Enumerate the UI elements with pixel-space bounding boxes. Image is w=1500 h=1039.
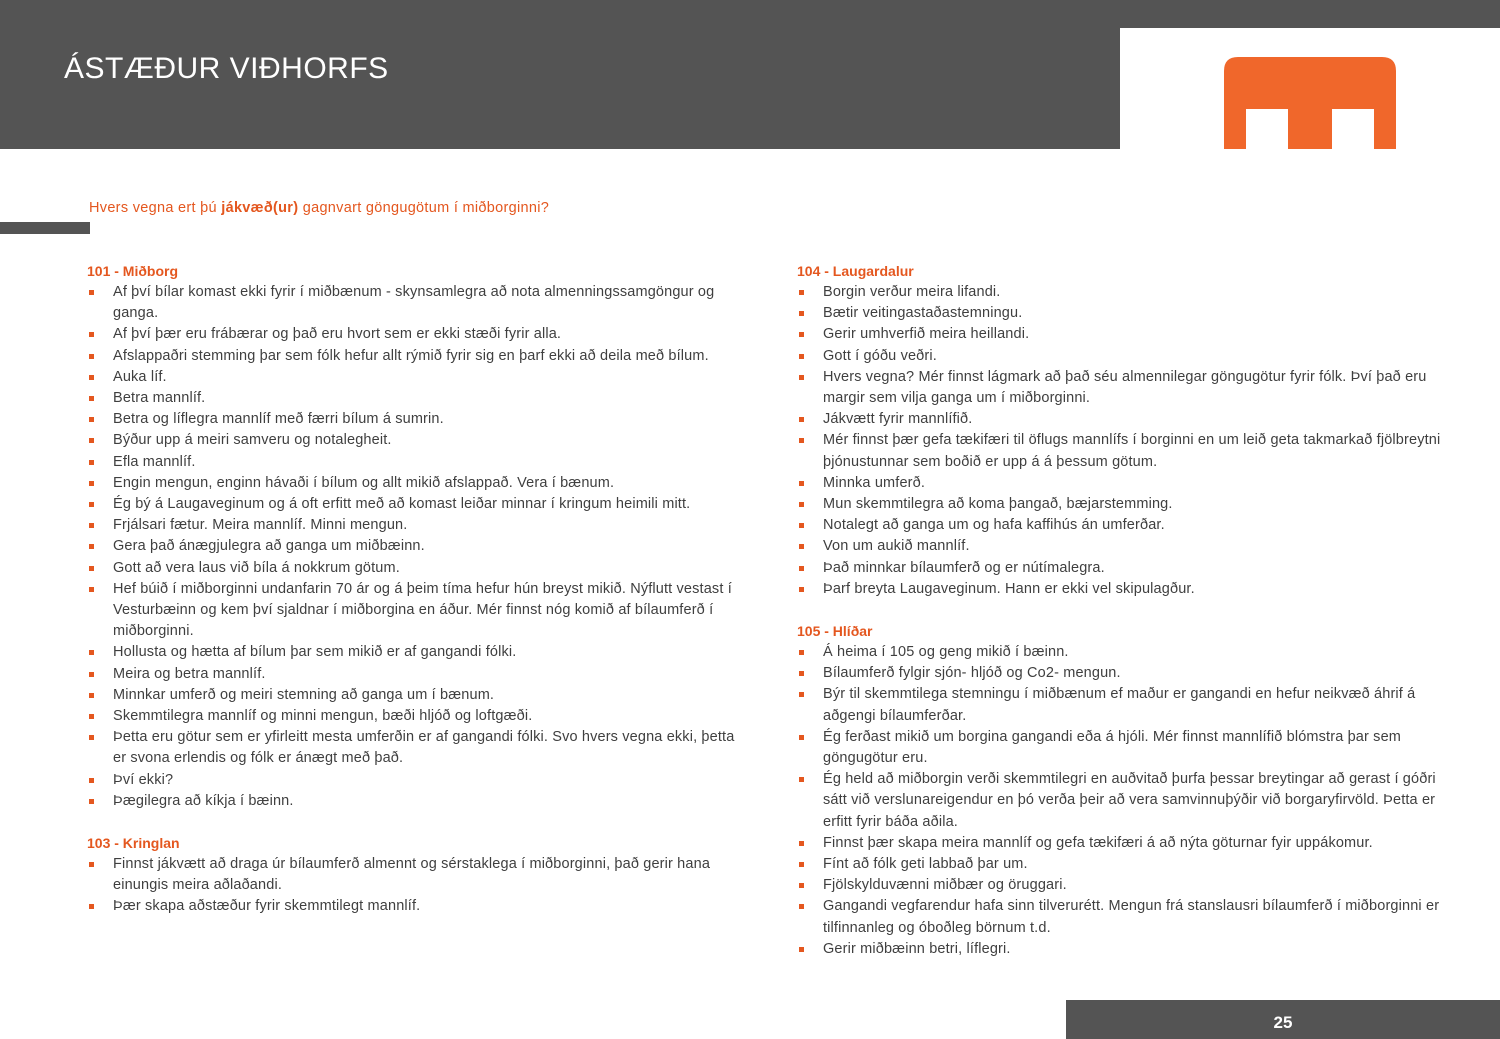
- list-item: [797, 833, 1462, 854]
- square-bullet-icon: [799, 841, 804, 846]
- section-title: 103 - Kringlan: [87, 835, 180, 852]
- list-item: [797, 896, 1462, 938]
- square-bullet-icon: [89, 566, 94, 571]
- page-number-box: [1066, 1000, 1500, 1039]
- list-item: [87, 367, 747, 388]
- header-top-band: [0, 0, 1500, 28]
- list-item: [87, 558, 747, 579]
- list-item: [87, 896, 747, 917]
- square-bullet-icon: [89, 714, 94, 719]
- list-item-text: Á heima í 105 og geng mikið í bæinn.: [823, 644, 1069, 661]
- page-title: ÁSTÆÐUR VIÐHORFS: [64, 52, 389, 85]
- list-item-text: Bílaumferð fylgir sjón- hljóð og Co2- mengun.: [823, 665, 1121, 682]
- list-item-text: Þægilegra að kíkja í bæinn.: [113, 792, 294, 809]
- list-item-text: Efla mannlíf.: [113, 453, 196, 470]
- square-bullet-icon: [799, 862, 804, 867]
- list-item: [797, 854, 1462, 875]
- list-item: [797, 642, 1462, 663]
- list-item: [797, 875, 1462, 896]
- square-bullet-icon: [799, 947, 804, 952]
- square-bullet-icon: [89, 481, 94, 486]
- square-bullet-icon: [799, 523, 804, 528]
- list-item-text: Býr til skemmtilega stemningu í miðbænum ef maður er gangandi en hefur neikvæð áhrif á aðgengi bílaumferðar.: [823, 686, 1416, 724]
- list-item: [797, 303, 1462, 324]
- answer-list: [87, 282, 747, 812]
- list-item: [87, 706, 747, 727]
- square-bullet-icon: [799, 354, 804, 359]
- list-item-text: Frjálsari fætur. Meira mannlíf. Minni mengun.: [113, 517, 408, 534]
- list-item: [797, 579, 1462, 600]
- list-item: [87, 346, 747, 367]
- list-item-text: Því ekki?: [113, 771, 174, 788]
- answer-list: [797, 282, 1462, 600]
- list-item-text: Finnst þær skapa meira mannlíf og gefa tækifæri á að nýta göturnar fyir uppákomur.: [823, 834, 1373, 851]
- list-item-text: Gott að vera laus við bíla á nokkrum götum.: [113, 559, 400, 576]
- list-item: [87, 727, 747, 769]
- question-text-start: Hvers vegna ert þú: [89, 200, 222, 216]
- list-item: [797, 346, 1462, 367]
- list-item: [797, 684, 1462, 726]
- list-item-text: Hef búið í miðborginni undanfarin 70 ár og á þeim tíma hefur hún breyst mikið. Nýflutt vestast í Vesturbæinn og kem því sjaldnar í miðborgina en áður. Mér finnst nóg komið af bílaumferð í miðborginni.: [113, 580, 732, 640]
- square-bullet-icon: [799, 692, 804, 697]
- list-item: [797, 494, 1462, 515]
- list-item-text: Hollusta og hætta af bílum þar sem mikið er af gangandi fólki.: [113, 644, 517, 661]
- square-bullet-icon: [799, 481, 804, 486]
- square-bullet-icon: [89, 735, 94, 740]
- list-item: [87, 770, 747, 791]
- list-item: [87, 324, 747, 345]
- square-bullet-icon: [799, 650, 804, 655]
- list-item: [797, 430, 1462, 472]
- square-bullet-icon: [89, 438, 94, 443]
- square-bullet-icon: [799, 502, 804, 507]
- list-item-text: Það minnkar bílaumferð og er nútímalegra.: [823, 559, 1105, 576]
- square-bullet-icon: [89, 417, 94, 422]
- list-item-text: Gott í góðu veðri.: [823, 347, 937, 364]
- square-bullet-icon: [89, 354, 94, 359]
- square-bullet-icon: [89, 799, 94, 804]
- list-item: [87, 388, 747, 409]
- square-bullet-icon: [89, 778, 94, 783]
- answer-list: [797, 642, 1462, 960]
- square-bullet-icon: [799, 438, 804, 443]
- section-divider: [0, 222, 90, 234]
- list-item: [797, 558, 1462, 579]
- list-item-text: Afslappaðri stemming þar sem fólk hefur allt rýmið fyrir sig en þarf ekki að deila með bílum.: [113, 347, 709, 364]
- square-bullet-icon: [89, 587, 94, 592]
- section-title: 104 - Laugardalur: [797, 263, 914, 279]
- square-bullet-icon: [89, 396, 94, 401]
- square-bullet-icon: [799, 332, 804, 337]
- square-bullet-icon: [89, 460, 94, 465]
- list-item-text: Gangandi vegfarendur hafa sinn tilverurétt. Mengun frá stanslausri bílaumferð í miðborginni er tilfinnanleg og óboðleg börnum t.d.: [823, 898, 1440, 936]
- list-item-text: Minnka umferð.: [823, 474, 926, 491]
- list-item-text: Engin mengun, enginn hávaði í bílum og allt mikið afslappað. Vera í bænum.: [113, 474, 615, 491]
- answer-section: [87, 833, 747, 918]
- list-item-text: Finnst jákvætt að draga úr bílaumferð almennt og sérstaklega í miðborginni, það gerir hana einungis meira aðlaðandi.: [113, 856, 711, 894]
- section-title: 101 - Miðborg: [87, 263, 179, 279]
- list-item: [797, 769, 1462, 833]
- square-bullet-icon: [799, 587, 804, 592]
- list-item: [797, 536, 1462, 557]
- list-item-text: Ég bý á Laugaveginum og á oft erfitt með að komast leiðar minnar í kringum heimili mitt.: [113, 496, 691, 513]
- square-bullet-icon: [799, 566, 804, 571]
- square-bullet-icon: [799, 777, 804, 782]
- list-item-text: Von um aukið mannlíf.: [823, 538, 970, 555]
- square-bullet-icon: [799, 544, 804, 549]
- list-item: [87, 791, 747, 812]
- answer-section: [797, 261, 1462, 600]
- list-item-text: Þetta eru götur sem er yfirleitt mesta umferðin er af gangandi fólki. Svo hvers vegna ekki, þetta er svona erlendis og fólk er ánægt með það.: [113, 729, 735, 767]
- square-bullet-icon: [89, 650, 94, 655]
- list-item-text: Notalegt að ganga um og hafa kaffihús án umferðar.: [823, 517, 1165, 534]
- brand-logo-icon: [1224, 57, 1396, 149]
- left-column: [87, 261, 747, 939]
- square-bullet-icon: [799, 375, 804, 380]
- list-item: [87, 854, 747, 896]
- answer-section: [797, 621, 1462, 960]
- square-bullet-icon: [799, 735, 804, 740]
- list-item: [797, 367, 1462, 409]
- list-item-text: Þarf breyta Laugaveginum. Hann er ekki vel skipulagður.: [823, 580, 1195, 597]
- list-item-text: Betra mannlíf.: [113, 390, 206, 407]
- square-bullet-icon: [799, 417, 804, 422]
- list-item-text: Minnkar umferð og meiri stemning að ganga um í bænum.: [113, 686, 495, 703]
- list-item-text: Auka líf.: [113, 368, 167, 385]
- list-item: [87, 430, 747, 451]
- list-item: [87, 664, 747, 685]
- list-item: [87, 452, 747, 473]
- list-item-text: Gerir umhverfið meira heillandi.: [823, 326, 1030, 343]
- list-item-text: Af því þær eru frábærar og það eru hvort sem er ekki stæði fyrir alla.: [113, 326, 562, 343]
- section-title: 105 - Hlíðar: [797, 623, 873, 640]
- square-bullet-icon: [89, 904, 94, 909]
- list-item-text: Býður upp á meiri samveru og notalegheit.: [113, 432, 392, 449]
- list-item: [797, 324, 1462, 345]
- list-item-text: Mér finnst þær gefa tækifæri til öflugs mannlífs í borginni en um leið geta takmarkað fjölbreytni þjónustunnar sem boðið er upp á á þessum götum.: [823, 432, 1441, 470]
- list-item-text: Gerir miðbæinn betri, líflegri.: [823, 940, 1011, 957]
- list-item: [87, 409, 747, 430]
- square-bullet-icon: [89, 332, 94, 337]
- square-bullet-icon: [89, 502, 94, 507]
- right-column: [797, 261, 1462, 981]
- list-item-text: Fjölskylduvænni miðbær og öruggari.: [823, 877, 1067, 894]
- list-item: [87, 515, 747, 536]
- list-item-text: Þær skapa aðstæður fyrir skemmtilegt mannlíf.: [113, 898, 421, 915]
- list-item-text: Meira og betra mannlíf.: [113, 665, 266, 682]
- square-bullet-icon: [799, 904, 804, 909]
- list-item-text: Mun skemmtilegra að koma þangað, bæjarstemming.: [823, 496, 1173, 513]
- list-item: [797, 515, 1462, 536]
- list-item-text: Jákvætt fyrir mannlífið.: [823, 411, 973, 428]
- list-item: [87, 536, 747, 557]
- list-item-text: Skemmtilegra mannlíf og minni mengun, bæði hljóð og loftgæði.: [113, 708, 533, 725]
- header-bar: [0, 28, 1120, 149]
- list-item: [87, 473, 747, 494]
- list-item-text: Betra og líflegra mannlíf með færri bílum á sumrin.: [113, 411, 444, 428]
- list-item: [797, 409, 1462, 430]
- list-item-text: Ég held að miðborgin verði skemmtilegri en auðvitað þurfa þessar breytingar að gerast í góðri sátt við verslunareigendur en þó verða þeir að vera samvinnuþýðir við borgaryfirvöld. Þetta er erfitt fyrir báða aðila.: [823, 771, 1436, 830]
- square-bullet-icon: [799, 671, 804, 676]
- list-item-text: Gera það ánægjulegra að ganga um miðbæinn.: [113, 538, 425, 555]
- list-item: [797, 663, 1462, 684]
- list-item-text: Bætir veitingastaðastemningu.: [823, 305, 1023, 322]
- square-bullet-icon: [799, 883, 804, 888]
- list-item-text: Fínt að fólk geti labbað þar um.: [823, 856, 1028, 873]
- square-bullet-icon: [89, 693, 94, 698]
- square-bullet-icon: [89, 544, 94, 549]
- list-item: [87, 494, 747, 515]
- page-number: 25: [1273, 1013, 1293, 1032]
- question-emphasis: jákvæð(ur): [221, 200, 299, 216]
- list-item: [797, 473, 1462, 494]
- list-item-text: Ég ferðast mikið um borgina gangandi eða á hjóli. Mér finnst mannlífið blómstra þar sem göngugötur eru.: [823, 728, 1402, 767]
- question-text-end: gagnvart göngugötum í miðborginni?: [298, 200, 550, 216]
- list-item: [87, 685, 747, 706]
- square-bullet-icon: [89, 862, 94, 867]
- list-item: [797, 939, 1462, 960]
- list-item: [87, 642, 747, 663]
- list-item-text: Af því bílar komast ekki fyrir í miðbænum - skynsamlegra að nota almenningssamgöngur og ganga.: [113, 284, 715, 322]
- square-bullet-icon: [89, 290, 94, 295]
- square-bullet-icon: [89, 375, 94, 380]
- square-bullet-icon: [89, 523, 94, 528]
- list-item-text: Hvers vegna? Mér finnst lágmark að það séu almennilegar göngugötur fyrir fólk. Því það eru margir sem vilja ganga um í miðborginni.: [823, 368, 1427, 407]
- list-item: [87, 282, 747, 324]
- square-bullet-icon: [799, 290, 804, 295]
- square-bullet-icon: [799, 311, 804, 316]
- list-item: [797, 282, 1462, 303]
- answer-section: [87, 261, 747, 812]
- answer-list: [87, 854, 747, 918]
- list-item-text: Borgin verður meira lifandi.: [823, 284, 1001, 300]
- list-item: [87, 579, 747, 643]
- square-bullet-icon: [89, 672, 94, 677]
- list-item: [797, 727, 1462, 769]
- survey-question: [89, 200, 549, 216]
